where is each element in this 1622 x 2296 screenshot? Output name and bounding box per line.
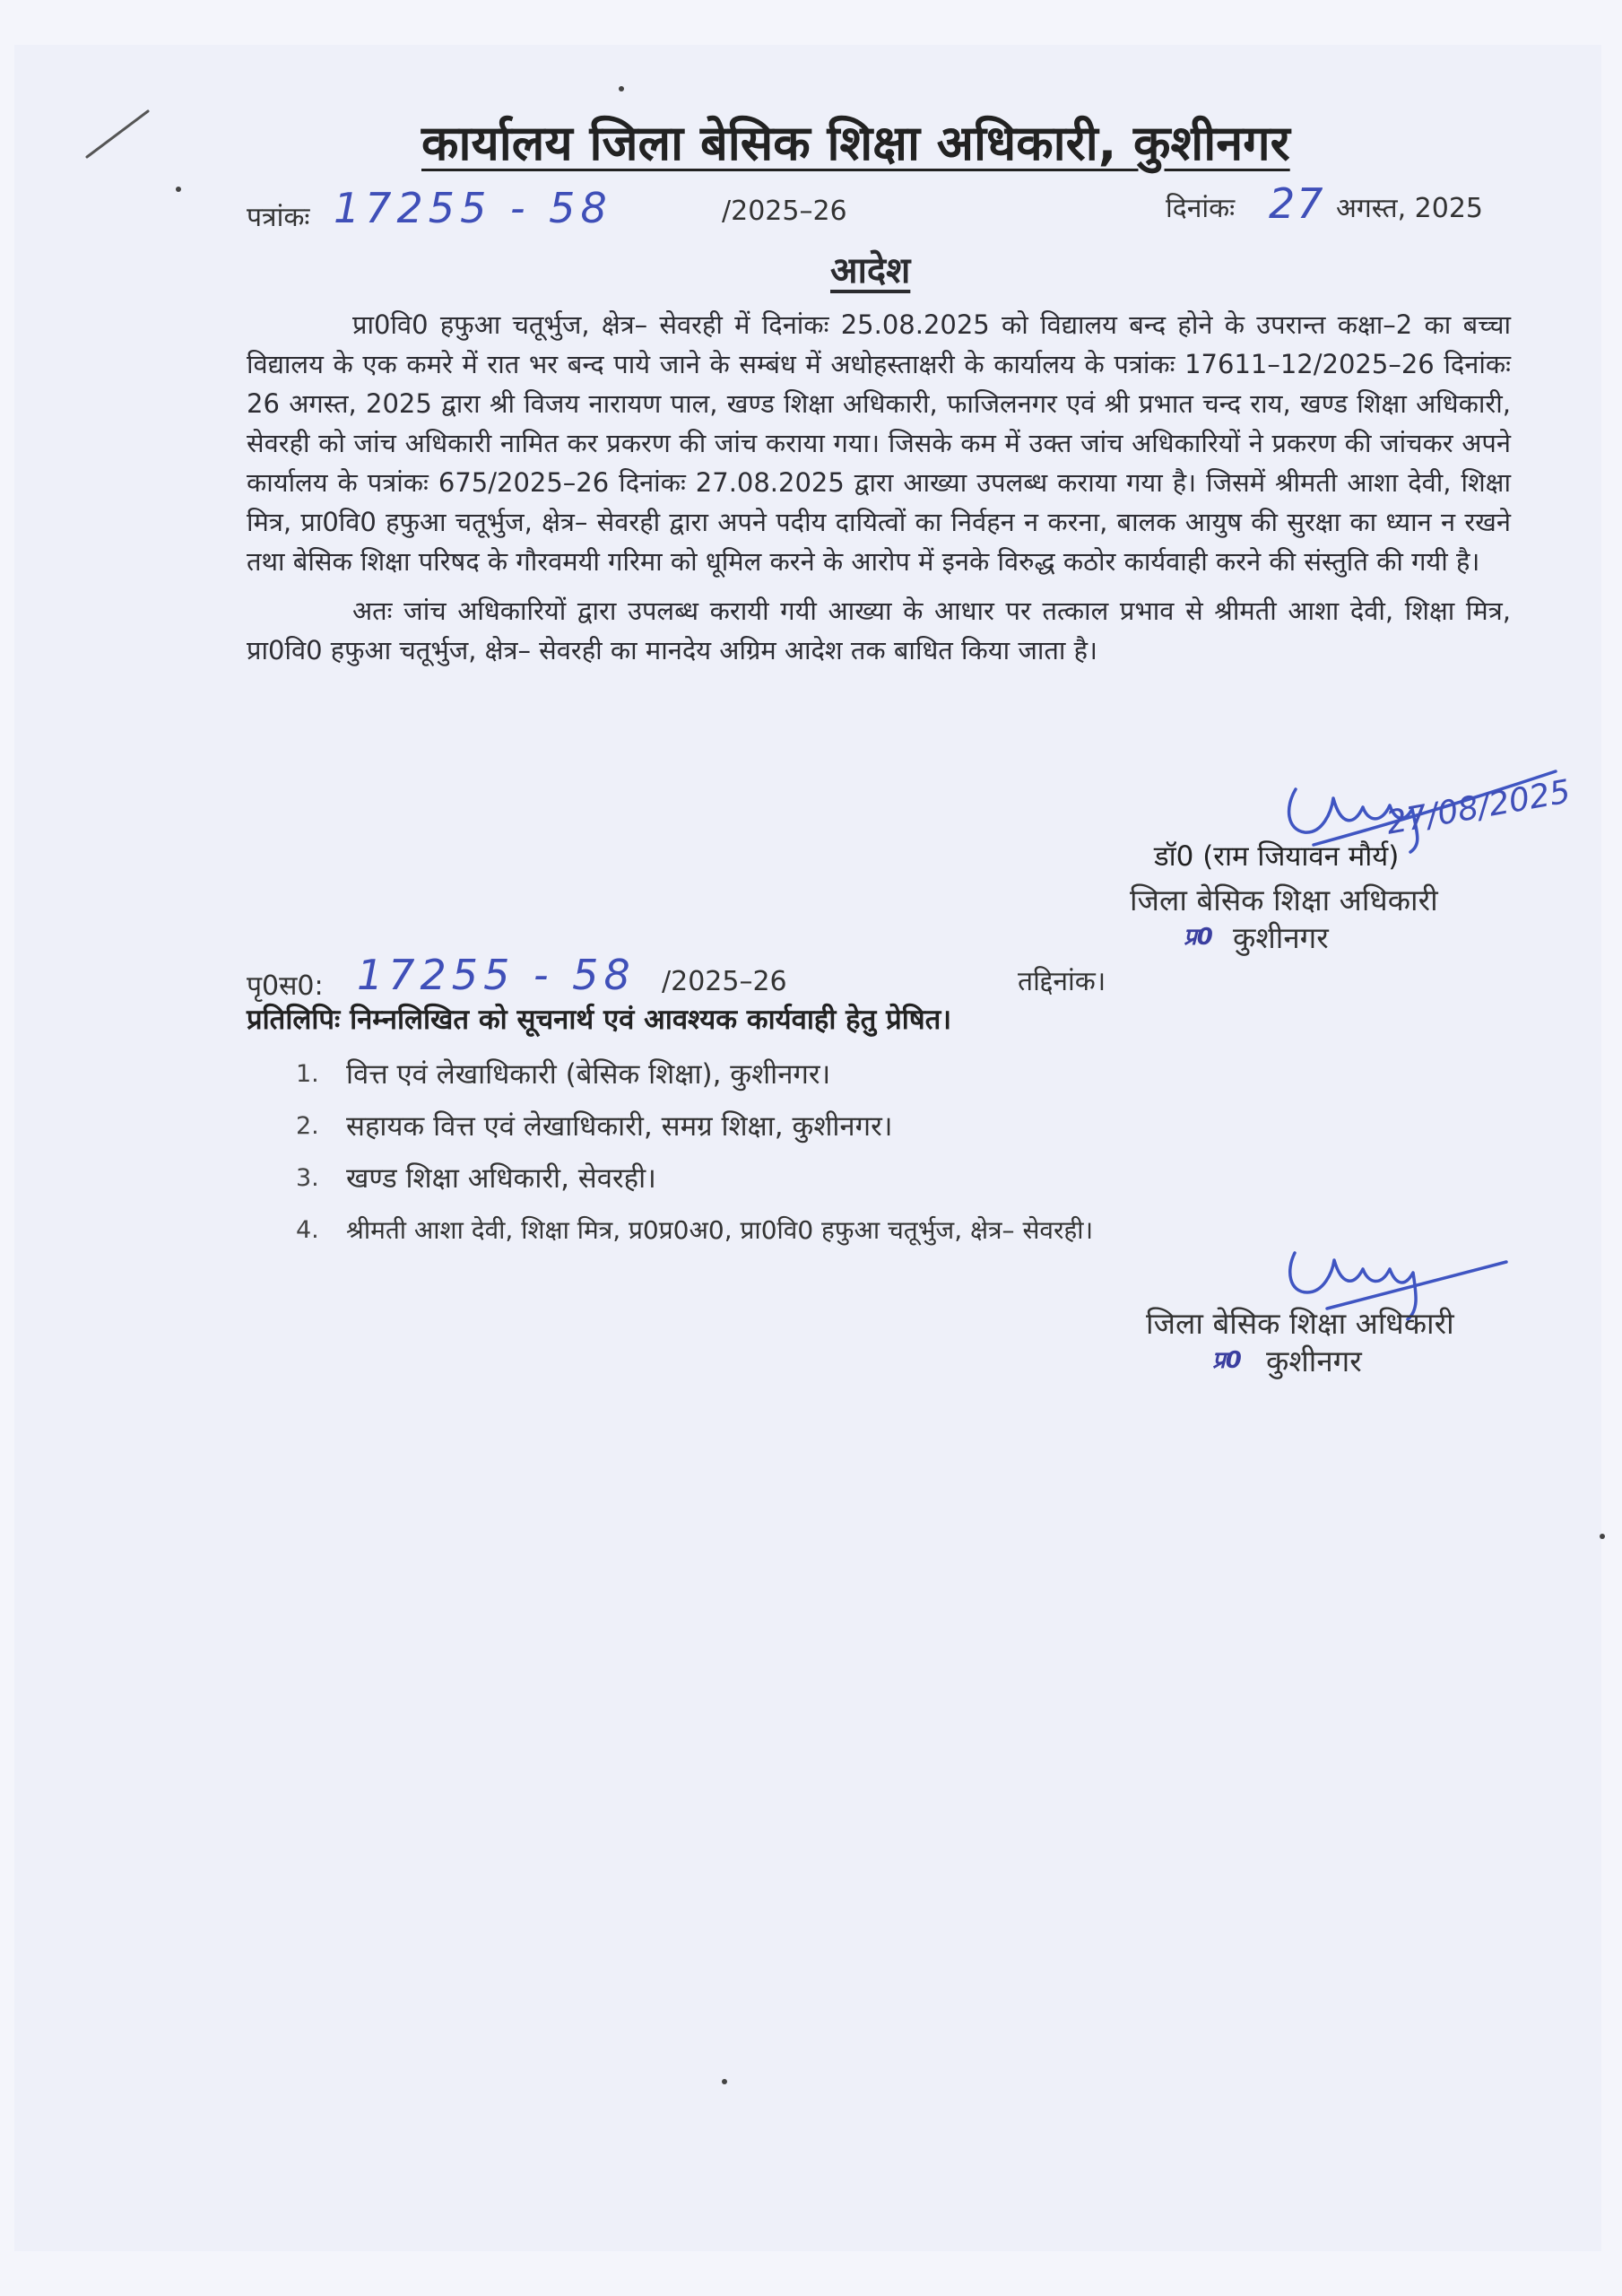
- copy-to-intro: प्रतिलिपिः निम्नलिखित को सूचनार्थ एवं आवश्यक कार्यवाही हेतु प्रेषित।: [247, 1004, 952, 1036]
- list-item: [296, 1152, 1093, 1204]
- list-item-number: 4.: [296, 1215, 319, 1244]
- scan-mark: [85, 108, 157, 161]
- list-item-text: सहायक वित्त एवं लेखाधिकारी, समग्र शिक्षा, कुशीनगर।: [346, 1110, 893, 1143]
- endorsement-year: /2025–26: [662, 966, 787, 997]
- order-heading: आदेश: [830, 250, 911, 291]
- list-item-text: श्रीमती आशा देवी, शिक्षा मित्र, प्र0प्र0अ0, प्रा0वि0 हफुआ चतूर्भुज, क्षेत्र– सेवरही।: [346, 1215, 1094, 1245]
- list-item-number: 1.: [296, 1059, 319, 1088]
- order-paragraph-2: अतः जांच अधिकारियों द्वारा उपलब्ध करायी गयी आख्या के आधार पर तत्काल प्रभाव से श्रीमती आशा देवी, शिक्षा मित्र, प्रा0वि0 हफुआ चतूर्भुज, क्षेत्र– सेवरही का मानदेय अग्रिम आदेश तक बाधित किया जाता है।: [247, 595, 1511, 665]
- letter-number-handwritten: 17255 - 58: [334, 184, 612, 232]
- letter-year: /2025–26: [722, 196, 847, 227]
- list-item: [296, 1048, 1093, 1100]
- list-item-text: वित्त एवं लेखाधिकारी (बेसिक शिक्षा), कुशीनगर।: [346, 1058, 831, 1091]
- date-day-handwritten: 27: [1269, 179, 1325, 228]
- recipient-list: [296, 1048, 1093, 1256]
- scan-speck: [722, 2079, 727, 2084]
- scan-speck: [619, 86, 624, 91]
- letter-number-label: पत्रांकः: [247, 202, 310, 233]
- date-month-year: अगस्त, 2025: [1336, 193, 1483, 224]
- initials-stamp: प्र0: [1184, 924, 1213, 951]
- signatory-place: कुशीनगर: [1233, 920, 1329, 955]
- signature-date-handwritten: 27/08/2025: [1383, 773, 1574, 842]
- list-item-number: 2.: [296, 1111, 319, 1140]
- office-title: कार्यालय जिला बेसिक शिक्षा अधिकारी, कुशीनगर: [421, 115, 1290, 171]
- list-item-text: खण्ड शिक्षा अधिकारी, सेवरही।: [346, 1162, 656, 1195]
- signatory-place: कुशीनगर: [1266, 1344, 1362, 1378]
- order-body: [247, 305, 1511, 670]
- signatory-name: डॉ0 (राम जियावन मौर्य): [1154, 840, 1400, 873]
- scan-speck: [1600, 1534, 1605, 1539]
- signatory-designation: जिला बेसिक शिक्षा अधिकारी: [1130, 883, 1438, 918]
- list-item: [296, 1204, 1093, 1256]
- list-item: [296, 1100, 1093, 1152]
- endorsement-number-handwritten: 17255 - 58: [357, 951, 636, 999]
- initials-stamp: प्र0: [1212, 1347, 1242, 1374]
- scan-speck: [176, 187, 181, 192]
- signatory-designation: जिला बेसिक शिक्षा अधिकारी: [1146, 1306, 1454, 1341]
- endorsement-date: तद्दिनांक।: [1018, 966, 1106, 997]
- order-paragraph-1: प्रा0वि0 हफुआ चतूर्भुज, क्षेत्र– सेवरही में दिनांकः 25.08.2025 को विद्यालय बन्द होने के उपरान्त कक्षा–2 का बच्चा विद्यालय के एक कमरे में रात भर बन्द पाये जाने के सम्बंध में अधोहस्ताक्षरी के कार्यालय के पत्रांकः 17611–12/2025–26 दिनांकः 26 अगस्त, 2025 द्वारा श्री विजय नारायण पाल, खण्ड शिक्षा अधिकारी, फाजिलनगर एवं श्री प्रभात चन्द राय, खण्ड शिक्षा अधिकारी, सेवरही को जांच अधिकारी नामित कर प्रकरण की जांच कराया गया। जिसके कम में उक्त जांच अधिकारियों ने प्रकरण की जांचकर अपने कार्यालय के पत्रांकः 675/2025–26 दिनांकः 27.08.2025 द्वारा आख्या उपलब्ध कराया गया है। जिसमें श्रीमती आशा देवी, शिक्षा मित्र, प्रा0वि0 हफुआ चतूर्भुज, क्षेत्र– सेवरही द्वारा अपने पदीय दायित्वों का निर्वहन न करना, बालक आयुष की सुरक्षा का ध्यान न रखने तथा बेसिक शिक्षा परिषद के गौरवमयी गरिमा को धूमिल करने के आरोप में इनके विरुद्ध कठोर कार्यवाही करने की संस्तुति की गयी है।: [247, 309, 1511, 578]
- list-item-number: 3.: [296, 1163, 319, 1192]
- date-label: दिनांकः: [1166, 193, 1236, 224]
- endorsement-label: पृ0स0:: [247, 970, 324, 1002]
